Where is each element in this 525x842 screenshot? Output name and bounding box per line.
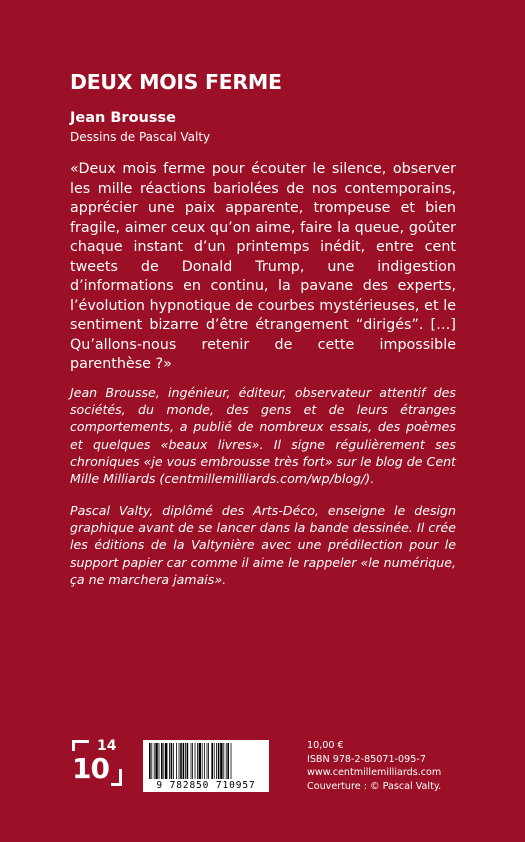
barcode-bar xyxy=(207,743,208,779)
barcode-bar xyxy=(204,743,205,779)
barcode-bar xyxy=(163,743,164,779)
publication-info xyxy=(307,739,441,793)
logo-number-10: 10 xyxy=(72,752,109,785)
illustrator-biography: Pascal Valty, diplômé des Arts-Déco, enseigne le design graphique avant de se lancer dans la bande dessinée. Il crée les éditions de la Valtynière avec une prédilection pour le support papier car comme il aime le rappeler «le numérique, ça ne marchera jamais». xyxy=(70,503,456,587)
barcode-bar xyxy=(155,743,157,779)
barcode-digits: 9 782850 710957 xyxy=(156,780,256,791)
barcode-bar xyxy=(183,743,185,779)
barcode-bar xyxy=(154,743,155,779)
barcode-bar xyxy=(220,743,222,779)
logo-corner-top-left xyxy=(72,740,89,751)
barcode-bar xyxy=(226,743,227,779)
barcode-bar xyxy=(231,743,232,779)
price: 10,00 € xyxy=(307,740,344,751)
barcode-bar xyxy=(171,743,173,779)
barcode-bars xyxy=(149,743,263,779)
isbn-number: ISBN 978-2-85071-095-7 xyxy=(307,753,426,765)
barcode-bar xyxy=(199,743,201,779)
barcode-bar xyxy=(173,743,174,779)
barcode-bar xyxy=(216,743,217,779)
barcode-bar xyxy=(214,743,215,779)
logo-number-14: 14 xyxy=(97,738,117,754)
barcode-bar xyxy=(185,743,186,779)
book-title: DEUX MOIS FERME xyxy=(70,70,282,94)
logo-corner-bottom-right xyxy=(111,769,122,786)
illustrator-credit: Dessins de Pascal Valty xyxy=(70,130,211,144)
barcode-bar xyxy=(223,743,224,779)
barcode-bar xyxy=(176,743,177,779)
barcode-bar xyxy=(197,743,198,779)
barcode-bar xyxy=(161,743,163,779)
author-name: Jean Brousse xyxy=(70,110,176,126)
barcode-bar xyxy=(202,743,203,779)
barcode-bar xyxy=(159,743,160,779)
barcode-bar xyxy=(191,743,192,779)
barcode-bar xyxy=(208,743,209,779)
isbn-barcode xyxy=(143,740,269,792)
author-biography: Jean Brousse, ingénieur, éditeur, observateur attentif des sociétés, du monde, des gens et de leurs étranges comportements, a publié de nombreux essais, des poèmes et quelques «beaux livres». Il signe régulièrement ses chroniques «je vous embrousse très fort» sur le blog de Cent Mille Milliards (centmillemilliards.com/wp/blog/). xyxy=(70,385,456,487)
barcode-bar xyxy=(195,743,196,779)
barcode-bar xyxy=(192,743,193,779)
barcode-bar xyxy=(187,743,189,779)
barcode-bar xyxy=(165,743,167,779)
barcode-bar xyxy=(211,743,213,779)
barcode-bar xyxy=(169,743,170,779)
publisher-logo xyxy=(72,740,122,786)
publisher-website: www.centmillemilliards.com xyxy=(307,767,442,779)
cover-credit: Couverture : © Pascal Valty. xyxy=(307,780,442,792)
barcode-bar xyxy=(179,743,180,779)
barcode-bar xyxy=(151,743,152,779)
back-cover-quote: «Deux mois ferme pour écouter le silence, observer les mille réactions bariolées de nos contemporains, apprécier une paix apparente, trompeuse et bien fragile, aimer ceux qu’on aime, faire la queue, goûter chaque instant d’un printemps inédit, entre cent tweets de Donald Trump, une indigestion d’informations en continu, la pavane des experts, l’évolution hypnotique de courbes mystérieuses, et le sentiment bizarre d’être étrangement “dirigés”. […] Qu’allons-nous retenir de cette impossible parenthèse ?» xyxy=(70,161,456,372)
barcode-bar xyxy=(149,743,151,779)
barcode-bar xyxy=(180,743,182,779)
barcode-bar xyxy=(227,743,229,779)
barcode-bar xyxy=(218,743,220,779)
